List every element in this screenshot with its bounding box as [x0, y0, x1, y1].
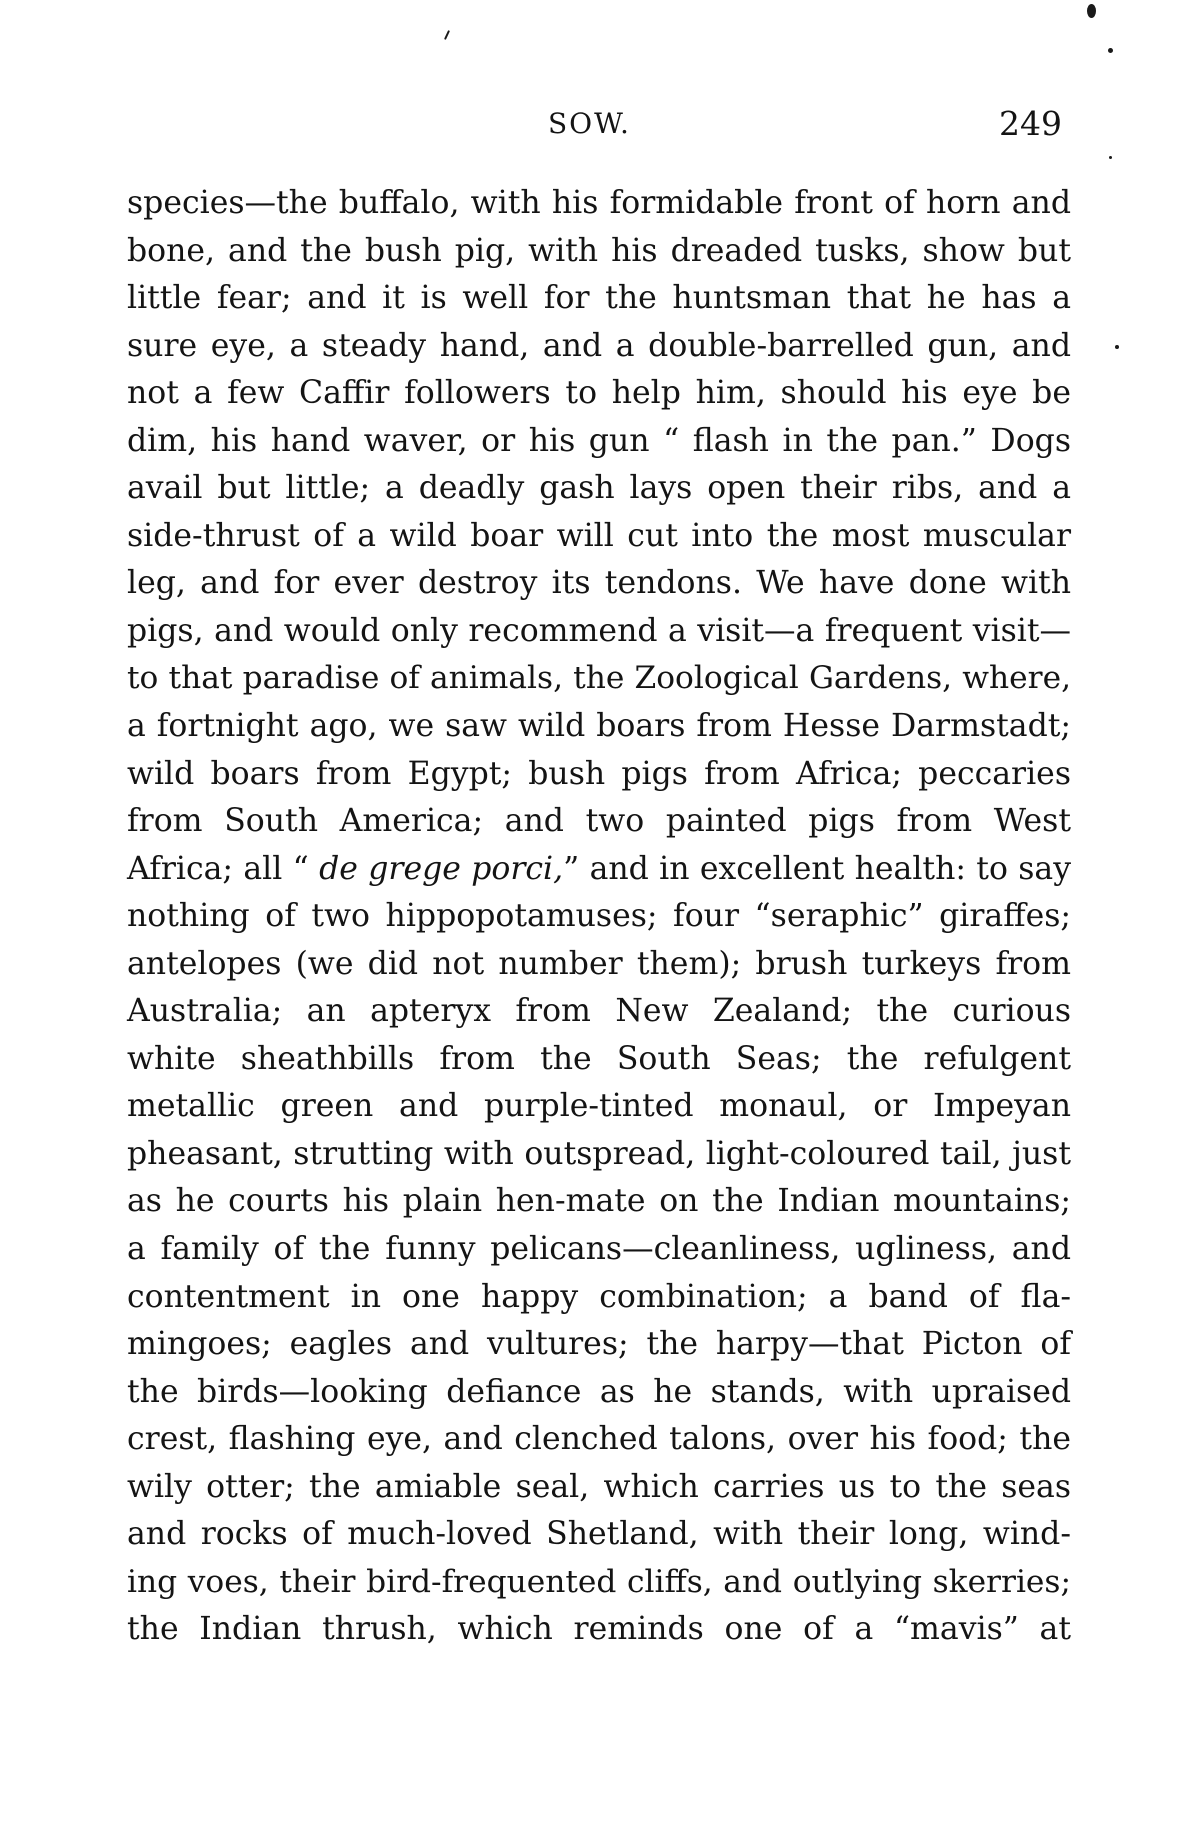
text-line: from South America; and two painted pigs from West: [127, 803, 1071, 840]
text-line-with-italic: [127, 846, 1071, 894]
text-line: wily otter; the amiable seal, which carries us to the seas: [127, 1468, 1071, 1505]
text-line: species—the buffalo, with his formidable front of horn and: [127, 185, 1071, 221]
text-line: little fear; and it is well for the huntsman that he has a: [127, 280, 1071, 317]
text-line: and rocks of much-loved Shetland, with their long, wind-: [127, 1516, 1071, 1553]
text-line: bone, and the bush pig, with his dreaded tusks, show but: [127, 232, 1071, 269]
latin-phrase: de grege porci,: [319, 850, 564, 887]
text-line: crest, flashing eye, and clenched talons, over his food; the: [127, 1421, 1071, 1458]
text-line: Australia; an apteryx from New Zealand; the curious: [127, 993, 1071, 1030]
ink-speck: [444, 30, 450, 40]
text-line: to that paradise of animals, the Zoological Gardens, where,: [127, 660, 1071, 697]
page-number: 249: [999, 104, 1062, 143]
ink-speck: [1109, 156, 1112, 159]
text-line: white sheathbills from the South Seas; the refulgent: [127, 1040, 1071, 1077]
text-line: side-thrust of a wild boar will cut into the most muscular: [127, 517, 1071, 554]
text-line: ing voes, their bird-frequented cliffs, and outlying skerries;: [127, 1563, 1071, 1600]
ink-speck: [1115, 345, 1119, 349]
text-line: wild boars from Egypt; bush pigs from Africa; peccaries: [127, 755, 1071, 792]
text-line: a family of the funny pelicans—cleanliness, ugliness, and: [127, 1231, 1071, 1268]
text-line: leg, and for ever destroy its tendons. We have done with: [127, 565, 1071, 602]
ink-speck: [1108, 48, 1113, 53]
text-fragment: Africa; all “: [127, 850, 320, 887]
text-line: dim, his hand waver, or his gun “ flash in the pan.” Dogs: [127, 422, 1071, 459]
text-line: nothing of two hippopotamuses; four “seraphic” giraffes;: [127, 898, 1071, 935]
text-line: mingoes; eagles and vultures; the harpy—that Picton of: [127, 1326, 1071, 1363]
text-line: pigs, and would only recommend a visit—a frequent visit—: [127, 612, 1071, 649]
running-head: [128, 104, 1072, 144]
text-fragment: ” and in excellent health: to say: [563, 850, 1072, 887]
text-line: a fortnight ago, we saw wild boars from Hesse Darmstadt;: [127, 708, 1071, 745]
text-line: as he courts his plain hen-mate on the Indian mountains;: [127, 1183, 1071, 1220]
text-line: metallic green and purple-tinted monaul, or Impeyan: [127, 1088, 1071, 1125]
text-line: the Indian thrush, which reminds one of a “mavis” at: [127, 1611, 1071, 1648]
body-text: [127, 180, 1071, 1654]
text-line: contentment in one happy combination; a band of fla-: [127, 1278, 1071, 1315]
running-title: SOW.: [548, 107, 631, 140]
text-line: pheasant, strutting with outspread, light-coloured tail, just: [127, 1135, 1071, 1172]
text-line: avail but little; a deadly gash lays open their ribs, and a: [127, 470, 1071, 507]
ink-speck: [1087, 4, 1096, 18]
text-line: not a few Caffir followers to help him, should his eye be: [127, 375, 1071, 412]
text-line: the birds—looking defiance as he stands, with upraised: [127, 1373, 1071, 1410]
text-line: sure eye, a steady hand, and a double-barrelled gun, and: [127, 327, 1071, 364]
text-line: antelopes (we did not number them); brush turkeys from: [127, 945, 1071, 982]
